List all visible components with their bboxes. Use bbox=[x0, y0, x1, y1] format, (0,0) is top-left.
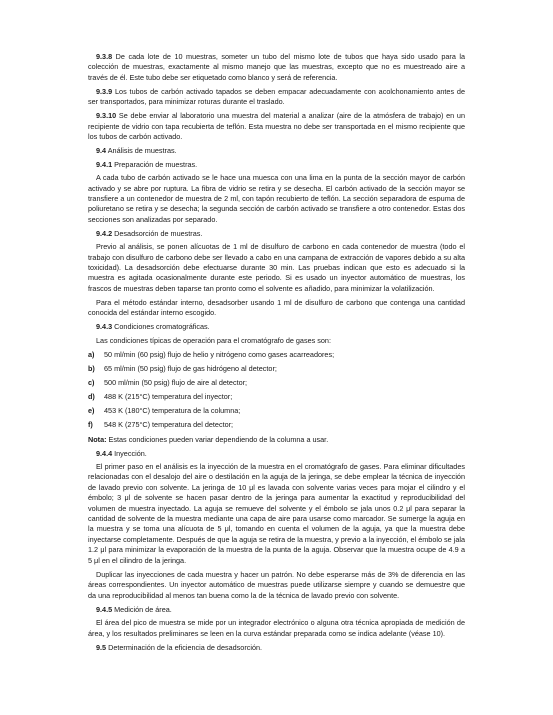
condition-label: b) bbox=[88, 364, 95, 374]
section-9-3-10 bbox=[88, 111, 465, 142]
condition-label: f) bbox=[88, 420, 93, 430]
condition-item bbox=[88, 406, 465, 416]
paragraph-conditions-intro: Las condiciones típicas de operación para el cromatógrafo de gases son: bbox=[96, 335, 331, 345]
heading-9-4 bbox=[88, 146, 465, 156]
heading-text: Análisis de muestras. bbox=[107, 146, 177, 156]
heading-text: Determinación de la eficiencia de desadsorción. bbox=[108, 642, 263, 652]
heading-9-4-1 bbox=[88, 160, 465, 170]
section-9-3-8 bbox=[88, 52, 465, 83]
paragraph-internal-standard: Para el método estándar interno, desadsorber usando 1 ml de disulfuro de carbono que contenga una cantidad conocida del estándar interno escogido. bbox=[88, 297, 465, 318]
section-number: 9.3.8 bbox=[96, 52, 113, 61]
section-text: Los tubos de carbón activado tapados se deben empacar adecuadamente con acolchonamiento antes de ser transportados, para minimizar roturas durante el traslado. bbox=[88, 86, 465, 107]
condition-label: c) bbox=[88, 378, 95, 388]
condition-item bbox=[88, 364, 465, 374]
note bbox=[88, 435, 465, 445]
condition-text: 50 ml/min (60 psig) flujo de helio y nitrógeno como gases acarreadores; bbox=[104, 349, 335, 359]
section-number: 9.4.3 bbox=[96, 322, 113, 332]
condition-label: a) bbox=[88, 349, 95, 359]
section-text: De cada lote de 10 muestras, someter un tubo del mismo lote de tubos que haya sido usado para la colección de muestras, exactamente al mismo manejo que las muestras, excepto que no es muestreado aire a través de él. Este tubo debe ser etiquetado como blanco y será de referencia. bbox=[88, 52, 466, 82]
heading-9-4-3 bbox=[88, 322, 465, 332]
condition-label: d) bbox=[88, 392, 95, 402]
paragraph-duplicate-injections: Duplicar las inyecciones de cada muestra y hacer un patrón. No debe esperarse más de 3% de diferencia en las áreas correspondientes. Un inyector automático de muestras puede utilizarse siempre y cuando se demuestre que da una reproducibilidad al menos tan buena como la de la técnica de lavado previo con solvente. bbox=[88, 569, 465, 600]
heading-9-4-2 bbox=[88, 229, 465, 239]
section-number: 9.4 bbox=[96, 146, 107, 156]
condition-label: e) bbox=[88, 406, 95, 416]
heading-text: Desadsorción de muestras. bbox=[114, 228, 203, 238]
section-text: Se debe enviar al laboratorio una muestra del material a analizar (aire de la atmósfera de trabajo) en un recipiente de vidrio con tapa recubierta de teflón. Esta muestra no debe ser transportada en el mismo recipiente que los tubos de carbón activado. bbox=[88, 111, 465, 142]
section-number: 9.4.1 bbox=[96, 159, 113, 169]
condition-item bbox=[88, 392, 465, 402]
heading-9-4-4 bbox=[88, 449, 465, 459]
condition-text: 65 ml/min (50 psig) flujo de gas hidrógeno al detector; bbox=[104, 364, 277, 374]
section-number: 9.4.4 bbox=[96, 448, 113, 458]
section-number: 9.3.10 bbox=[96, 111, 117, 121]
heading-text: Medición de área. bbox=[114, 604, 172, 614]
heading-text: Inyección. bbox=[114, 448, 147, 458]
condition-text: 453 K (180°C) temperatura de la columna; bbox=[104, 406, 241, 416]
condition-item bbox=[88, 420, 465, 430]
heading-text: Preparación de muestras. bbox=[114, 159, 198, 169]
condition-text: 500 ml/min (50 psig) flujo de aire al detector; bbox=[104, 378, 248, 388]
heading-9-4-5 bbox=[88, 605, 465, 615]
condition-item bbox=[88, 350, 465, 360]
section-number: 9.3.9 bbox=[96, 86, 113, 96]
section-number: 9.5 bbox=[96, 642, 107, 652]
paragraph-area-measurement: El área del pico de muestra se mide por un integrador electrónico o alguna otra técnica apropiada de medición de área, y los resultados preliminares se leen en la curva estándar preparada como se indica adelante (véase 10). bbox=[88, 618, 465, 638]
paragraph-injection: El primer paso en el análisis es la inyección de la muestra en el cromatógrafo de gases. Para eliminar dificultades relacionadas con el desalojo del aire o destilación en la aguja de la jeringa, se debe emplear la técnica de inyección de lavado previo con solvente. La jeringa de 10 μl es lavada con solvente varias veces para mojar el cilindro y el émbolo; 3 μl de solvente se hacen pasar dentro de la jeringa para aumentar la exactitud y reproducibilidad del volumen de muestra inyectado. La aguja se remueve del solvente y el émbolo se jala unos 0.2 μl para separar la cantidad de solvente de la muestra mediante una capa de aire para usarse como marcador. Se sumerge la aguja en la muestra y se toma una alícuota de 5 μl, tomando en cuenta el volumen de la aguja, ya que la muestra debe inyectarse completamente. Después de que la aguja se retira de la muestra, y previo a la inyección, el émbolo se jala 1.2 μl para minimizar la evaporación de la muestra de la punta de la aguja. Observar que la muestra ocupe de 4.9 a 5 μl en el cilindro de la jeringa. bbox=[88, 462, 465, 565]
document-page bbox=[88, 52, 465, 656]
condition-text: 488 K (215°C) temperatura del inyector; bbox=[104, 392, 233, 402]
section-9-3-9 bbox=[88, 87, 465, 108]
note-label: Nota: bbox=[88, 434, 107, 444]
section-number: 9.4.2 bbox=[96, 228, 113, 238]
condition-item bbox=[88, 378, 465, 388]
heading-9-5 bbox=[88, 643, 465, 653]
condition-text: 548 K (275°C) temperatura del detector; bbox=[104, 420, 234, 430]
section-number: 9.4.5 bbox=[96, 604, 113, 614]
paragraph-desorption: Previo al análisis, se ponen alícuotas de 1 ml de disulfuro de carbono en cada contenedor de muestra (todo el trabajo con disulfuro de carbono debe ser llevado a cabo en una campana de extracción de vapores debido a su alta toxicidad). La desadsorción debe efectuarse durante 30 min. Las pruebas indican que esto es adecuado si la muestra es agitada ocasionalmente durante este periodo. Si es usado un inyector automático de muestras, los frascos de muestras deben taparse tan pronto como el solvente es añadido, para minimizar la volatilización. bbox=[88, 242, 465, 293]
note-text: Estas condiciones pueden variar dependiendo de la columna a usar. bbox=[108, 434, 329, 444]
heading-text: Condiciones cromatográficas. bbox=[114, 322, 210, 332]
paragraph-sample-preparation: A cada tubo de carbón activado se le hace una muesca con una lima en la punta de la sección mayor de carbón activado y se abre por ruptura. La fibra de vidrio se retira y se desecha. El carbón activado de la sección mayor se transfiere a un contenedor de muestra de 2 ml, con tapón recubierto de teflón. La sección separadora de espuma de poliuretano se retira y se desecha; la segunda sección de carbón activado se transfiere a otro contenedor. Estas dos secciones son analizadas por separado. bbox=[88, 173, 465, 224]
